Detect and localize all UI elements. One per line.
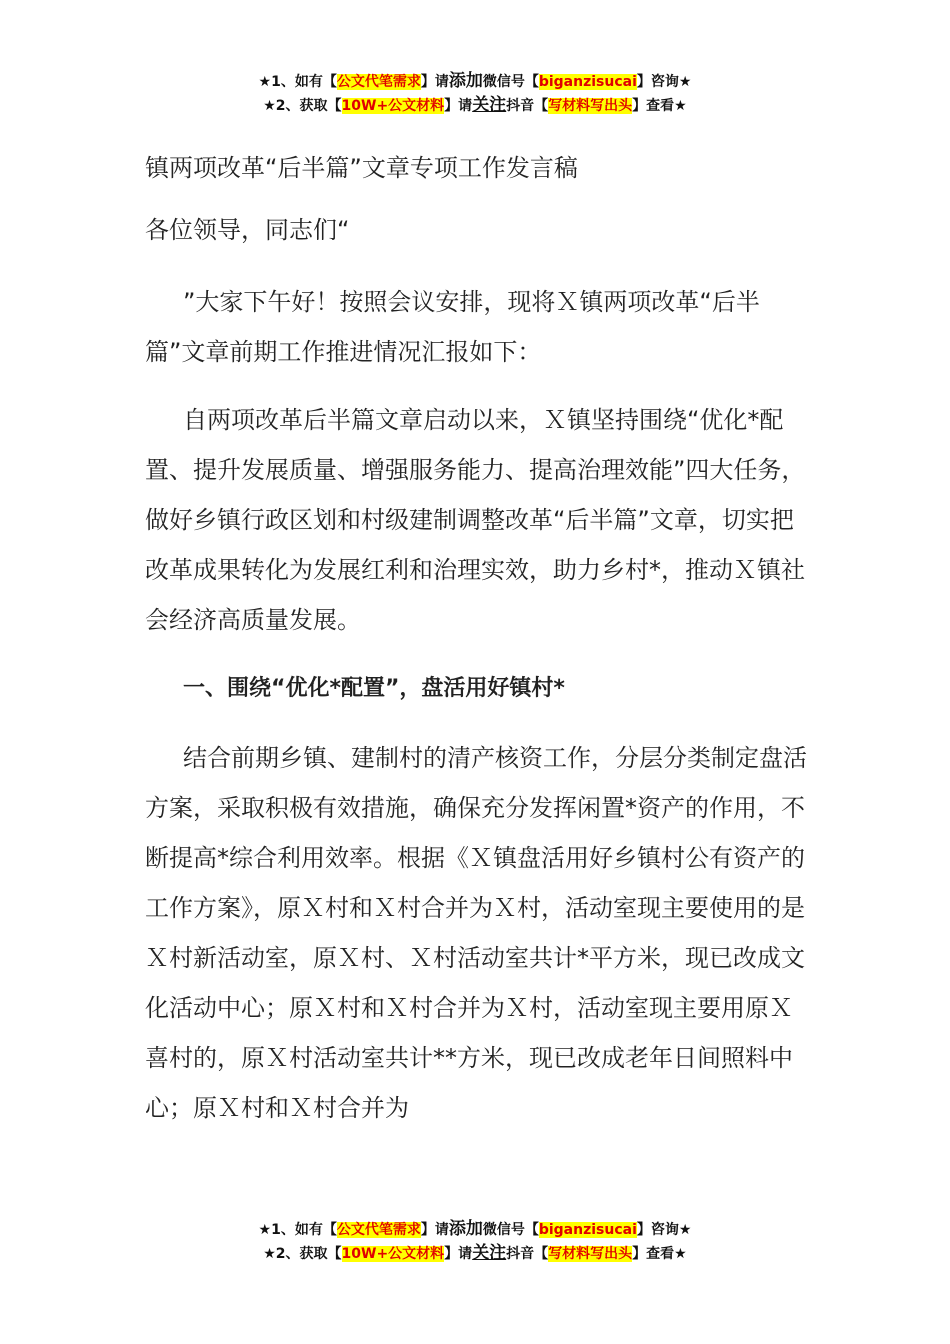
paragraph-section-1: 结合前期乡镇、建制村的清产核资工作，分层分类制定盘活方案，采取积极有效措施，确保充分发挥闲置*资产的作用，不断提高*综合利用效率。根据《Ｘ镇盘活用好乡镇村公有资产的工作方案》，原Ｘ村和Ｘ村合并为Ｘ村，活动室现主要使用的是Ｘ村新活动室，原Ｘ村、Ｘ村活动室共计*平方米，现已改成文化活动中心；原Ｘ村和Ｘ村合并为Ｘ村，活动室现主要用原Ｘ喜村的，原Ｘ村活动室共计**方米，现已改成老年日间照料中心；原Ｘ村和Ｘ村合并为 <box>145 744 807 1122</box>
greeting: 各位领导，同志们“ <box>145 216 350 244</box>
banner-text: ★1、如有【 <box>258 74 337 90</box>
banner-text: 抖音【 <box>506 98 549 114</box>
banner-text: 微信号【 <box>482 1222 539 1238</box>
banner-text: 】咨询★ <box>636 74 692 90</box>
section-heading-1: 一、围绕“优化*配置”，盘活用好镇村* <box>183 676 565 701</box>
banner-highlight: 10W+公文材料 <box>341 1246 445 1262</box>
banner-highlight: 写材料写出头 <box>548 98 633 114</box>
header-banner <box>0 69 950 117</box>
banner-emphasis: 添加 <box>448 1219 483 1239</box>
banner-text: 】查看★ <box>632 1246 687 1262</box>
banner-highlight: 10W+公文材料 <box>341 98 445 114</box>
banner-highlight: 公文代笔需求 <box>336 1222 421 1238</box>
paragraph-intro: ”大家下午好！按照会议安排，现将Ｘ镇两项改革“后半篇”文章前期工作推进情况汇报如下： <box>145 288 760 366</box>
banner-text: 】请 <box>444 1246 473 1262</box>
document-title: 镇两项改革“后半篇”文章专项工作发言稿 <box>145 154 578 182</box>
banner-text: 】请 <box>420 74 449 90</box>
banner-highlight: biganzisucai <box>538 1222 637 1238</box>
banner-emphasis: 添加 <box>448 71 483 91</box>
banner-highlight: 写材料写出头 <box>548 1246 633 1262</box>
banner-text: 】咨询★ <box>636 1222 692 1238</box>
banner-line-2 <box>0 1241 950 1265</box>
banner-text: ★1、如有【 <box>258 1222 337 1238</box>
banner-line-1 <box>0 69 950 93</box>
banner-text: ★2、获取【 <box>263 98 342 114</box>
banner-highlight: 公文代笔需求 <box>336 74 421 90</box>
banner-text: 抖音【 <box>506 1246 549 1262</box>
banner-text: 】请 <box>444 98 473 114</box>
banner-emphasis: 关注 <box>472 95 507 115</box>
banner-text: 微信号【 <box>482 74 539 90</box>
banner-text: 】请 <box>420 1222 449 1238</box>
banner-line-1 <box>0 1217 950 1241</box>
footer-banner <box>0 1217 950 1265</box>
banner-line-2 <box>0 93 950 117</box>
banner-emphasis: 关注 <box>472 1243 507 1263</box>
banner-text: 】查看★ <box>632 98 687 114</box>
banner-highlight: biganzisucai <box>538 74 637 90</box>
paragraph-overview: 自两项改革后半篇文章启动以来，Ｘ镇坚持围绕“优化*配置、提升发展质量、增强服务能力、提高治理效能”四大任务，做好乡镇行政区划和村级建制调整改革“后半篇”文章，切实把改革成果转化为发展红利和治理实效，助力乡村*，推动Ｘ镇社会经济高质量发展。 <box>145 406 806 634</box>
banner-text: ★2、获取【 <box>263 1246 342 1262</box>
